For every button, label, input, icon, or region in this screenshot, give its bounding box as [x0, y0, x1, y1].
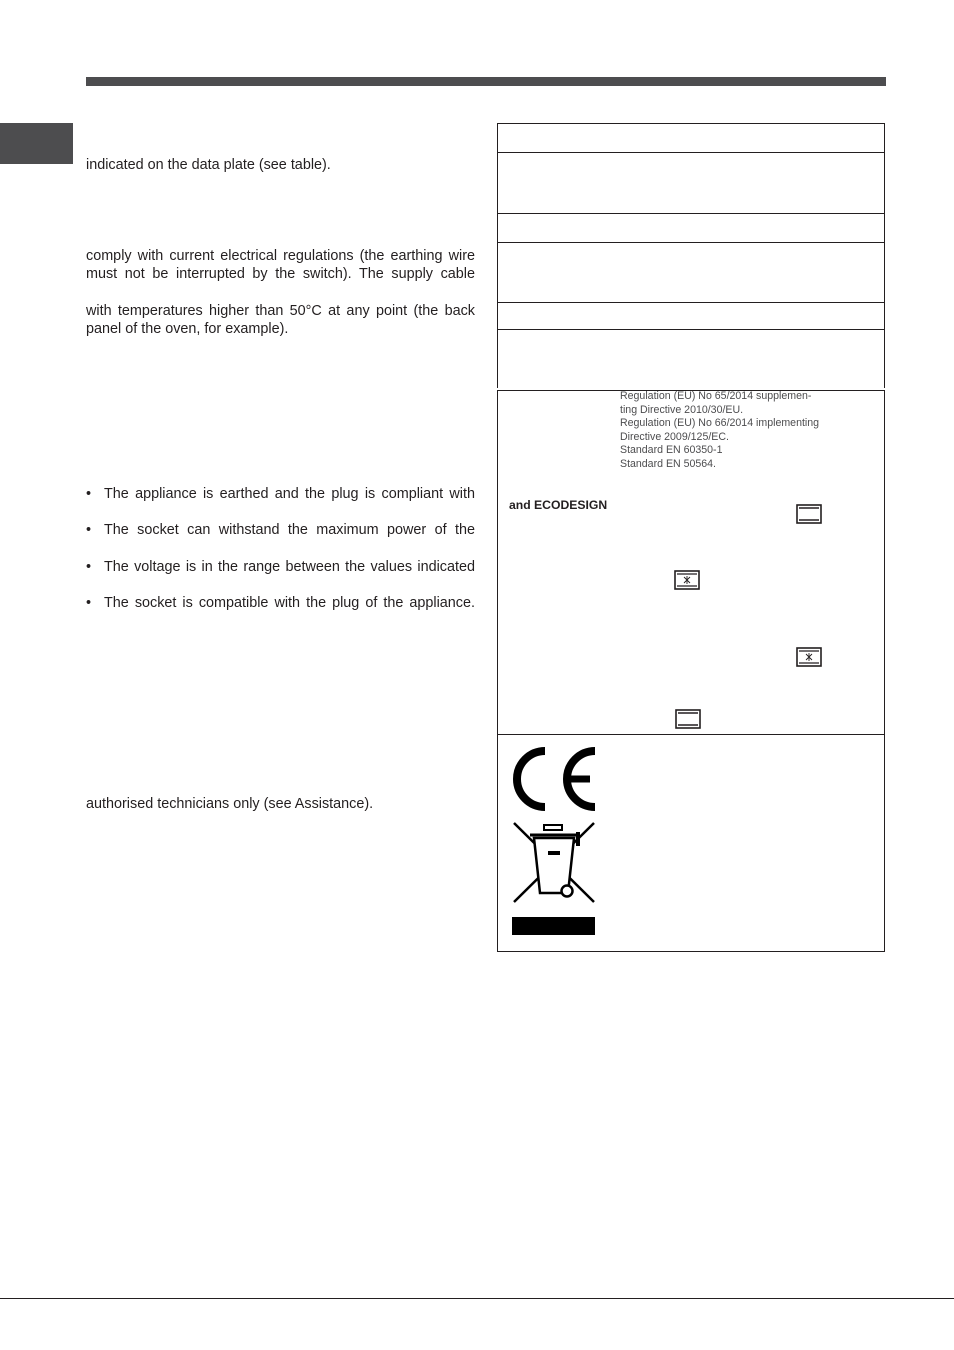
table-divider: [497, 242, 885, 243]
checklist-text: The socket is compatible with the plug of the appliance.: [104, 595, 475, 611]
fan-oven-icon: [674, 570, 700, 590]
header-rule: [86, 77, 886, 86]
text-line: indicated on the data plate (see table).: [86, 157, 331, 173]
bullet-mark: •: [86, 486, 92, 502]
bullet-mark: •: [86, 559, 92, 575]
text-line: authorised technicians only (see Assistance).: [86, 796, 374, 812]
footer-rule: [0, 1298, 954, 1299]
conventional-oven-icon: [675, 709, 701, 729]
data-plate-table: [497, 123, 885, 388]
checklist-text: The appliance is earthed and the plug is compliant with: [104, 486, 475, 502]
fan-oven-icon: [796, 647, 822, 667]
table-divider: [497, 329, 885, 330]
regulation-line: ting Directive 2010/30/EU.: [620, 403, 744, 416]
checklist-text: The voltage is in the range between the values indicated: [104, 559, 475, 575]
bullet-mark: •: [86, 522, 92, 538]
text-line: comply with current electrical regulations (the earthing wire: [86, 248, 475, 264]
text-line: with temperatures higher than 50°C at any point (the back: [86, 303, 475, 319]
regulations-list: [620, 390, 819, 471]
ce-mark-icon: [510, 746, 600, 817]
regulation-line: Standard EN 60350-1: [620, 444, 723, 456]
regulation-line: Standard EN 50564.: [620, 457, 717, 470]
table-divider: [497, 213, 885, 214]
crossed-out-wheelie-bin-icon: [510, 820, 598, 943]
text-line: must not be interrupted by the switch). The supply cable: [86, 266, 475, 282]
text-line: panel of the oven, for example).: [86, 321, 289, 337]
ecodesign-label: and ECODESIGN: [509, 498, 608, 512]
regulation-line: Regulation (EU) No 66/2014 implementing: [620, 417, 820, 429]
table-divider: [497, 152, 885, 153]
language-tab: [0, 123, 73, 164]
regulation-line: Directive 2009/125/EC.: [620, 430, 729, 443]
table-divider: [497, 302, 885, 303]
checklist-text: The socket can withstand the maximum power of the: [104, 522, 475, 538]
regulation-line: Regulation (EU) No 65/2014 supplemen-: [620, 390, 812, 402]
bullet-mark: •: [86, 595, 92, 611]
conventional-oven-icon: [796, 504, 822, 524]
